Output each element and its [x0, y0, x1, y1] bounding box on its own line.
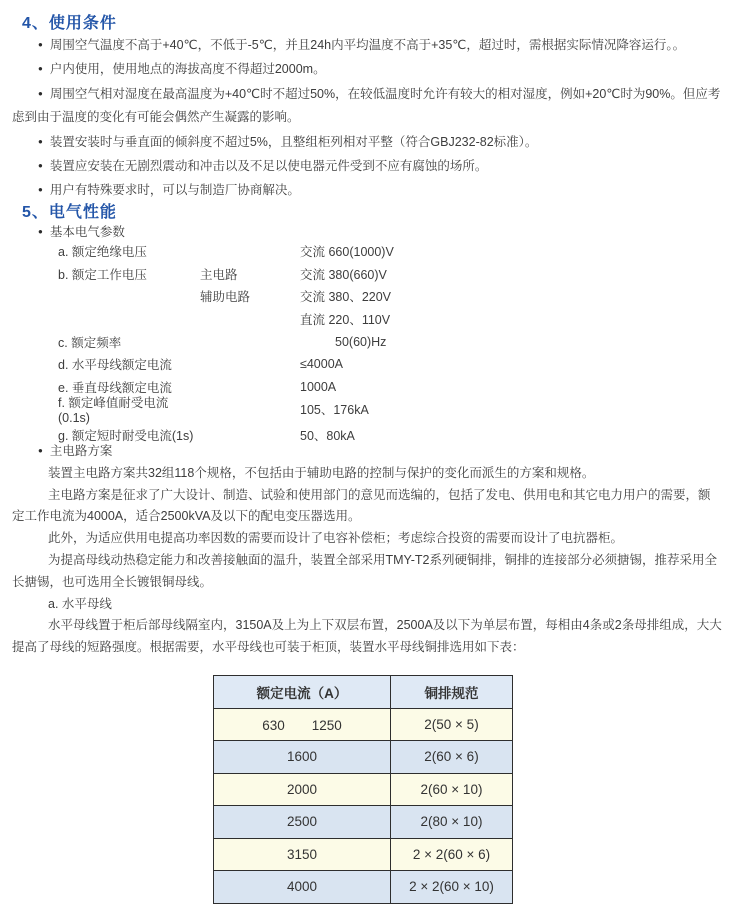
bullet-text: 周围空气相对湿度在最高温度为+40℃时不超过50%，在较低温度时允许有较大的相对湿度，例如+20℃时为90%。但应考虑到由于温度的变化有可能会偶然产生凝露的影响。	[12, 86, 721, 125]
table-cell-spec: 2(50 × 5)	[391, 708, 513, 741]
bullet-icon: ●	[38, 446, 43, 455]
table-header-row	[214, 676, 513, 709]
basic-params-label: 基本电气参数	[49, 225, 125, 239]
table-cell-spec: 2(60 × 6)	[391, 741, 513, 774]
table-row	[214, 838, 513, 871]
table-cell-spec: 2 × 2(60 × 10)	[391, 871, 513, 904]
bullet-icon: ●	[38, 64, 43, 74]
bullet-icon: ●	[38, 40, 43, 49]
bullet-text: 用户有特殊要求时，可以与制造厂协商解决。	[49, 183, 300, 198]
bullet-item-ambient-temp	[12, 33, 722, 57]
table-cell-spec: 2 × 2(60 × 6)	[391, 838, 513, 871]
param-label: f. 额定峰值耐受电流(0.1s)	[58, 396, 169, 426]
param-row-rated-frequency	[12, 330, 722, 353]
main-circuit-section	[12, 440, 722, 659]
table-header-copper-spec: 铜排规范	[391, 676, 513, 709]
section4-heading: 4、使用条件	[22, 15, 117, 32]
bullet-item-vibration	[12, 154, 722, 178]
section5-heading: 5、电气性能	[22, 204, 117, 221]
bullet-item-special-requirements	[12, 178, 722, 202]
table-row	[214, 741, 513, 774]
param-label: g. 额定短时耐受电流(1s)	[58, 429, 194, 444]
paragraph-capacitor-cabinet: 此外，为适应供用电提高功率因数的需要而设计了电容补偿柜；考虑综合投资的需要而设计了电抗器柜。	[48, 531, 624, 546]
table-row	[214, 773, 513, 806]
param-label: d. 水平母线额定电流	[58, 358, 172, 373]
bullet-text: 周围空气温度不高于+40℃，不低于-5℃，并且24h内平均温度不高于+35℃，超过时，需根据实际情况降容运行。。	[49, 38, 686, 52]
bullet-text: 装置安装时与垂直面的倾斜度不超过5%，且整组柜列相对平整（符合GBJ232-82标准）。	[49, 134, 538, 149]
bullet-icon: ●	[38, 161, 43, 171]
param-row-peak-withstand-current	[12, 396, 722, 426]
param-sublabel: 主电路	[200, 267, 238, 282]
main-circuit-bullet	[12, 440, 722, 463]
table-cell-current: 2500	[214, 806, 391, 839]
main-circuit-label: 主电路方案	[49, 444, 113, 458]
bullet-text: 户内使用，使用地点的海拔高度不得超过2000m。	[49, 62, 326, 77]
copper-bar-spec-table	[213, 675, 513, 904]
table-cell-current: 2000	[214, 773, 391, 806]
param-sublabel: 辅助电路	[200, 290, 251, 305]
bullet-icon: ●	[38, 136, 43, 146]
param-value: ≤4000A	[300, 357, 344, 372]
electrical-params-list	[12, 240, 722, 446]
bullet-icon: ●	[38, 88, 43, 98]
paragraph-scheme-count: 装置主电路方案共32组118个规格，不包括由于辅助电路的控制与保护的变化而派生的方案和规格。	[48, 465, 595, 480]
basic-params-bullet	[12, 222, 125, 240]
param-label: b. 额定工作电压	[58, 267, 147, 282]
param-value: 105、176kA	[300, 403, 369, 418]
param-row-working-voltage-main	[12, 263, 722, 286]
param-value: 交流 380、220V	[300, 290, 392, 305]
param-value: 直流 220、110V	[300, 313, 391, 328]
table-cell-current: 630 1250	[214, 708, 391, 741]
param-label: a. 额定绝缘电压	[58, 245, 147, 260]
table-cell-current: 4000	[214, 871, 391, 904]
param-row-working-voltage-aux	[12, 285, 722, 308]
table-row	[214, 806, 513, 839]
table-cell-spec: 2(60 × 10)	[391, 773, 513, 806]
paragraph-scheme-selection: 主电路方案是征求了广大设计、制造、试验和使用部门的意见而选编的，包括了发电、供用电和其它电力用户的需要，额定工作电流为4000A，适合2500kVA及以下的配电变压器选用。	[12, 487, 711, 524]
bullet-item-humidity	[12, 82, 722, 130]
param-value: 1000A	[300, 379, 337, 394]
param-row-horizontal-busbar-current	[12, 353, 722, 376]
table-cell-spec: 2(80 × 10)	[391, 806, 513, 839]
param-value: 50(60)Hz	[335, 334, 387, 349]
param-label: e. 垂直母线额定电流	[58, 380, 172, 395]
table-cell-current: 3150	[214, 838, 391, 871]
bullet-item-installation-tilt	[12, 130, 722, 154]
table-row	[214, 708, 513, 741]
param-value: 交流 380(660)V	[300, 267, 387, 282]
param-label: c. 额定频率	[58, 335, 122, 350]
table-cell-current: 1600	[214, 741, 391, 774]
param-row-insulation-voltage	[12, 240, 722, 263]
bullet-text: 装置应安装在无剧烈震动和冲击以及不足以使电器元件受到不应有腐蚀的场所。	[49, 159, 488, 174]
paragraph-horizontal-busbar-detail: 水平母线置于柜后部母线隔室内，3150A及上为上下双层布置，2500A及以下为单层布置，每相由4条或2条母排组成，大大提高了母线的短路强度。根据需要，水平母线也可装于柜顶，装置水平母线铜排选用如下表：	[12, 618, 722, 655]
paragraph-copper-busbar: 为提高母线动热稳定能力和改善接触面的温升，装置全部采用TMY-T2系列硬铜排，铜排的连接部分必须搪锡，推荐采用全长搪锡，也可选用全长镀银铜母线。	[12, 552, 717, 589]
param-row-working-voltage-dc	[12, 308, 722, 331]
sub-item-horizontal-busbar: a. 水平母线	[48, 596, 112, 611]
param-value: 交流 660(1000)V	[300, 245, 394, 260]
section4-bullet-list	[12, 33, 722, 203]
bullet-icon: ●	[38, 227, 43, 236]
table-header-rated-current: 额定电流（A）	[214, 676, 391, 709]
table-row	[214, 871, 513, 904]
bullet-icon: ●	[38, 185, 43, 195]
bullet-item-indoor-use	[12, 57, 722, 81]
param-value: 50、80kA	[300, 429, 355, 444]
